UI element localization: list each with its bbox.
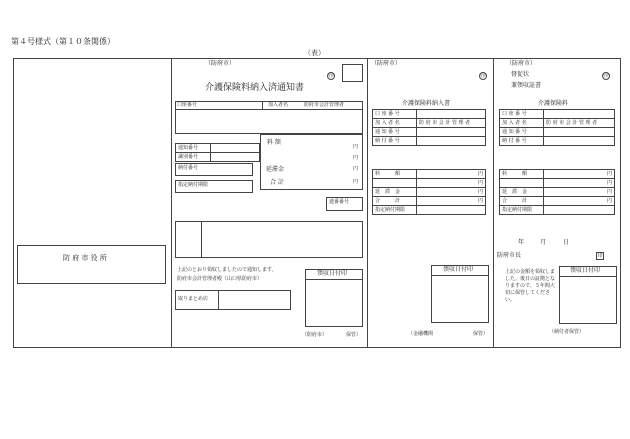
p3-row-value — [544, 128, 615, 137]
p2-due-label: 指定納付期限 — [373, 206, 417, 215]
p3-amount-label: 合 計 — [500, 197, 544, 206]
p2-stamp-sep — [431, 275, 489, 276]
divider-1 — [171, 58, 172, 348]
p2-seal-icon: ㊞ — [480, 73, 486, 79]
p2-row-value — [417, 128, 486, 137]
p1-bottom-left: （防府市） — [302, 332, 328, 338]
p3-row-value: 防 府 市 会 計 管 理 者 — [544, 119, 615, 128]
p1-account-vsep — [262, 101, 263, 109]
p1-yen-1: 円 — [353, 144, 359, 150]
p3-date-day: 日 — [563, 239, 570, 246]
p1-stamp-area — [305, 269, 363, 327]
p2-due-field[interactable] — [417, 206, 486, 215]
p2-stamp-label: 領収日付印 — [443, 266, 474, 273]
p1-payment-no: 納付番号 — [178, 165, 199, 171]
side-label: （表） — [304, 49, 325, 57]
p3-row-value — [544, 137, 615, 146]
p2-row-label: 納 付 番 号 — [373, 137, 417, 146]
p3-amount-table — [499, 169, 615, 215]
p1-yen-3: 円 — [353, 166, 359, 172]
p3-date-year: 年 — [518, 239, 525, 246]
p2-city-tag: （防府市） — [371, 60, 402, 67]
p3-info-table — [499, 109, 615, 146]
p1-yen-2: 円 — [353, 155, 359, 161]
p1-stamp-sep — [305, 279, 363, 280]
p1-fiscal-no: 連番番号 — [329, 199, 350, 205]
p1-notice-table — [175, 143, 260, 162]
p1-memo-sep — [201, 221, 202, 258]
office-box — [17, 245, 166, 284]
p2-amount-label — [373, 179, 417, 188]
p3-note: 上記の金額を領収しました。後日の証拠となりますので、５年間大切に保管してください。 — [505, 269, 556, 303]
p1-stamp-box — [342, 64, 363, 82]
p1-notice-no: 通知番号 — [176, 144, 211, 153]
p1-account-label: 口座番号 — [177, 102, 198, 108]
p3-doc-type-1: 督促状 — [511, 71, 530, 78]
p1-id-no: 識別番号 — [176, 153, 211, 162]
p2-row-value — [417, 137, 486, 146]
p3-amount-label — [500, 179, 544, 188]
p3-row-value — [544, 110, 615, 119]
p1-yen-4: 円 — [353, 179, 359, 185]
p2-amount-label: 延 滞 金 — [373, 188, 417, 197]
p1-title: 介護保険料納入済通知書 — [205, 83, 305, 93]
p2-row-label: 通 知 番 号 — [373, 128, 417, 137]
p3-stamp-sep — [559, 276, 617, 277]
p1-late-label: 延滞金 — [266, 166, 285, 173]
p3-seal-icon: ㊞ — [603, 73, 609, 79]
p2-row-value — [417, 110, 486, 119]
p1-total-label: 合 計 — [270, 179, 284, 186]
p3-amount-unit: 円 — [544, 179, 615, 188]
p1-fee-label: 料 額 — [267, 139, 281, 146]
p2-stamp-area — [431, 265, 489, 323]
p3-stamp-area — [559, 266, 617, 324]
p1-subscriber-label: 加入者名 — [268, 102, 289, 108]
p2-amount-label: 合 計 — [373, 197, 417, 206]
p1-notice-text-1: 上記のとおり領収しましたので通知します。 — [177, 267, 277, 273]
p3-amount-unit: 円 — [544, 188, 615, 197]
p3-city-tag: （防府市） — [506, 60, 537, 67]
p1-memo-box — [175, 221, 363, 258]
p1-notice-text-2: 防府市会計管理者殿（山口県防府市） — [177, 276, 263, 282]
p2-amount-unit: 円 — [417, 170, 486, 179]
p2-row-label: 口 座 番 号 — [373, 110, 417, 119]
p2-info-table — [372, 109, 486, 146]
p1-notice-no-field[interactable] — [211, 144, 260, 153]
p3-amount-label: 延 滞 金 — [500, 188, 544, 197]
p3-mayor-label: 防府市長 — [497, 252, 522, 259]
p2-bottom-right: 保管） — [473, 331, 489, 337]
p3-title: 介護保険料 — [538, 100, 569, 107]
p1-stamp-label: 領収日付印 — [317, 270, 348, 277]
p2-amount-table — [372, 169, 486, 215]
p2-title: 介護保険料納入書 — [402, 100, 451, 107]
p2-bottom-left: （金融機関 — [408, 331, 434, 337]
p1-account-sep — [175, 109, 363, 110]
p1-seal-icon: ㊞ — [328, 73, 334, 79]
p1-due-label: 指定納付期限 — [178, 182, 209, 188]
p3-amount-label: 料 額 — [500, 170, 544, 179]
p1-id-no-field[interactable] — [211, 153, 260, 162]
form-title: 第４号様式（第１０条関係） — [11, 37, 115, 46]
p1-city-tag: （防府市） — [205, 60, 236, 67]
p3-stamp-label: 領収日付印 — [570, 267, 601, 274]
p3-doc-type-2: 兼領収証書 — [511, 82, 542, 89]
p2-row-value: 防 府 市 会 計 管 理 者 — [417, 119, 486, 128]
p1-agent-sep — [218, 290, 219, 310]
p3-due-label: 指定納付期限 — [500, 206, 544, 215]
p3-row-label: 納 付 番 号 — [500, 137, 544, 146]
p3-due-field[interactable] — [544, 206, 615, 215]
p3-row-label: 通 知 番 号 — [500, 128, 544, 137]
p3-date-month: 月 — [540, 239, 547, 246]
office-label: 防 府 市 役 所 — [63, 254, 107, 262]
p2-amount-label: 料 額 — [373, 170, 417, 179]
p3-row-label: 加 入 者 名 — [500, 119, 544, 128]
divider-2 — [367, 58, 368, 348]
divider-3 — [493, 58, 494, 348]
p2-amount-unit: 円 — [417, 188, 486, 197]
p3-mayor-seal: 印 — [597, 253, 603, 259]
p3-row-label: 口 座 番 号 — [500, 110, 544, 119]
p3-amount-unit: 円 — [544, 170, 615, 179]
p2-amount-unit: 円 — [417, 197, 486, 206]
p3-amount-unit: 円 — [544, 197, 615, 206]
p3-bottom-label: （納付者保管） — [549, 329, 585, 335]
p1-bottom-right: 保管） — [346, 332, 362, 338]
p1-subscriber-value: 防府市会計管理者 — [304, 102, 345, 108]
p1-agent-label: 取りまとめ店 — [178, 296, 209, 302]
p2-amount-unit: 円 — [417, 179, 486, 188]
p2-row-label: 加 入 者 名 — [373, 119, 417, 128]
